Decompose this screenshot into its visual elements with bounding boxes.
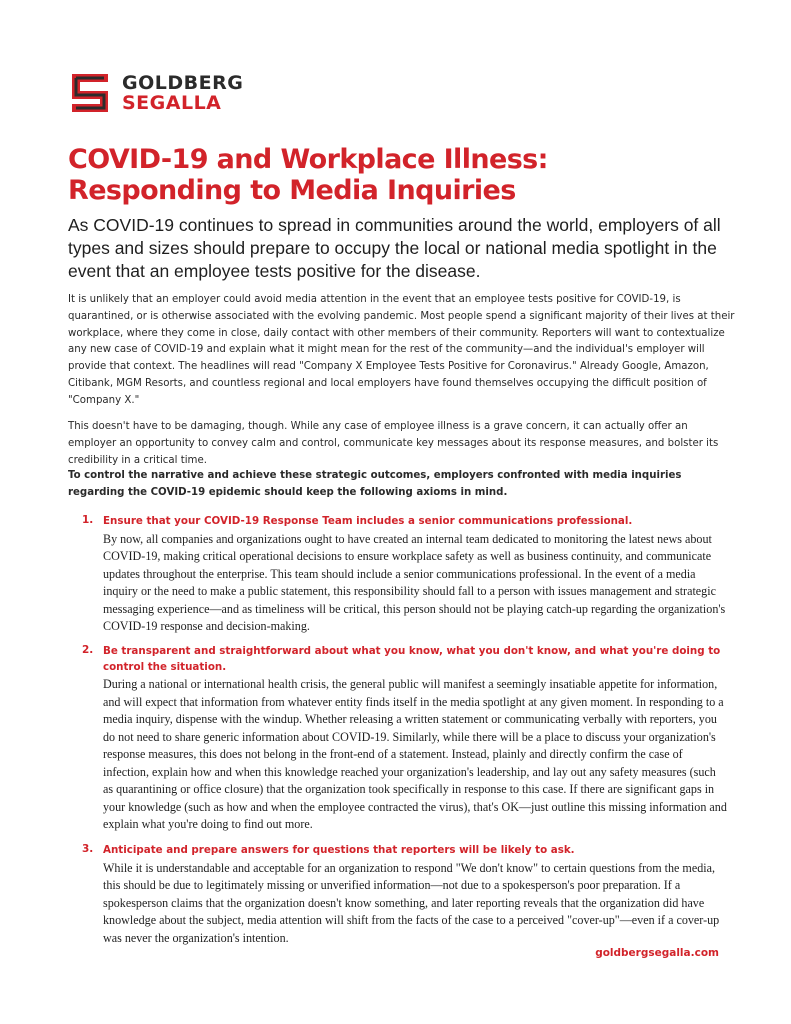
title-line-2: Responding to Media Inquiries [68, 175, 516, 206]
axiom-heading: Be transparent and straightforward about what you know, what you don't know, and what you're doing to control the situation. [103, 645, 721, 673]
logo-line-2: SEGALLA [122, 92, 222, 114]
page-title [68, 144, 748, 206]
axiom-body: While it is understandable and acceptable for an organization to respond "We don't know" to certain questions from the media, this should be due to legitimately missing or unverified information—not due to a spokesperson's poor preparation. If a spokesperson claims that the organization doesn't know something, and later reporting reveals that the organization did have knowledge about the subject, media attention will shift from the facts of the case to a perceived "cover-up"—even if a cover-up was never the organization's intention. [103, 860, 720, 945]
goldberg-segalla-logo-mark-icon [68, 70, 114, 116]
axiom-body: By now, all companies and organizations ought to have created an internal team dedicated to monitoring the latest news about COVID-19, making critical operational decisions to ensure workplace safety as well as business continuity, and communicate updates throughout the enterprise. This team should include a senior communications professional. In the event of a media inquiry or the need to make a public statement, this responsibility should fall to a person with issues management and strategic messaging experience—and as timeliness will be critical, this person should not be playing catch-up regarding the organization's COVID-19 response and decision-making. [103, 531, 726, 633]
logo-line-1: GOLDBERG [122, 72, 244, 94]
body-paragraph-2: This doesn't have to be damaging, though. While any case of employee illness is a grave concern, it can actually offer an employer an opportunity to convey calm and control, communicate key messages about its response measures, and bolster its credibility in a critical time. [68, 421, 719, 466]
axiom-item-2 [82, 644, 727, 834]
axiom-number: 2. [82, 644, 94, 656]
footer-website-link[interactable]: goldbergsegalla.com [595, 947, 719, 959]
axiom-item-1 [82, 514, 727, 636]
lead-paragraph: As COVID-19 continues to spread in communities around the world, employers of all types and sizes should prepare to occupy the local or national media spotlight in the event that an employee tests positive for the disease. [68, 215, 721, 281]
axiom-number: 3. [82, 843, 94, 855]
logo-wordmark [122, 73, 243, 113]
company-logo [68, 70, 243, 116]
axiom-heading: Ensure that your COVID-19 Response Team includes a senior communications professional. [103, 515, 633, 527]
body-paragraph-1: It is unlikely that an employer could avoid media attention in the event that an employee tests positive for COVID-19, is quarantined, or is otherwise associated with the evolving pandemic. Most people spend a significant majority of their lives at their workplace, where they come in close, daily contact with other members of their community. Reporters will want to contextualize any new case of COVID-19 and explain what it might mean for the rest of the community—and the individual's employer will provide that context. The headlines will read "Company X Employee Tests Positive for Coronavirus." Already Google, Amazon, Citibank, MGM Resorts, and countless regional and local employers have found themselves occupying the difficult position of "Company X." [68, 294, 735, 406]
axioms-intro: To control the narrative and achieve these strategic outcomes, employers confronted with media inquiries regarding the COVID-19 epidemic should keep the following axioms in mind. [68, 470, 682, 498]
axiom-item-3 [82, 843, 727, 947]
axiom-body: During a national or international health crisis, the general public will manifest a seemingly insatiable appetite for information, and will expect that information from whatever entity finds itself in the media spotlight at any given moment. In responding to a media inquiry, dispense with the windup. Whether releasing a written statement or communicating verbally with reporters, you do not need to share generic information about COVID-19. Similarly, while there will be a place to discuss your organization's response measures, this does not belong in the front-end of a statement. Instead, plainly and directly confirm the case of infection, explain how and when this knowledge reached your organization's leadership, and lay out any safety measures (such as quarantining or office closure) that the organization took specifically in response to this case. If there are significant gaps in your knowledge (such as how and when the employee contracted the virus), that's OK—just outline this missing information and explain what you're doing to find out more. [103, 677, 727, 831]
axiom-number: 1. [82, 514, 94, 526]
title-line-1: COVID-19 and Workplace Illness: [68, 144, 548, 175]
axiom-heading: Anticipate and prepare answers for questions that reporters will be likely to ask. [103, 844, 575, 856]
